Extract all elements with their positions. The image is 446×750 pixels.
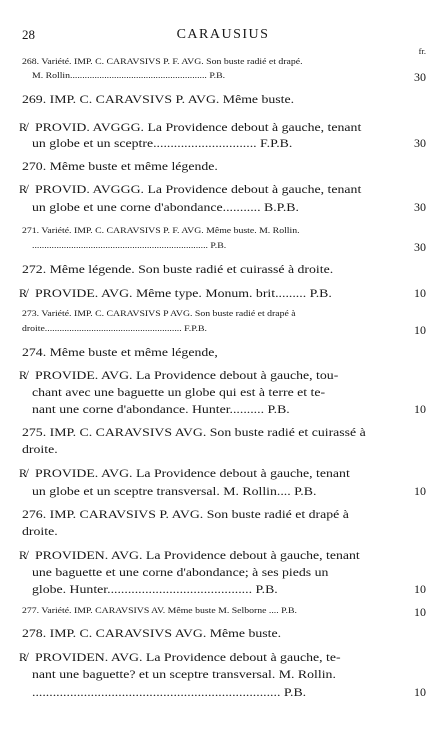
catalog-line bbox=[22, 507, 426, 523]
line-text: PROVID. AVGGG. La Providence debout à gauche, tenant bbox=[35, 182, 362, 196]
price-value: 30 bbox=[414, 240, 426, 254]
price-value: 30 bbox=[414, 200, 426, 214]
unit-label: fr. bbox=[418, 46, 426, 56]
line-text: droite........................................................ F.P.B. bbox=[22, 323, 207, 333]
price-value: 10 bbox=[414, 286, 426, 300]
line-text: 275. IMP. C. CARAVSIVS AVG. Son buste radié et cuirassé à bbox=[22, 425, 366, 439]
catalog-line bbox=[32, 200, 426, 216]
catalog-line bbox=[19, 650, 419, 666]
line-text: nant une corne d'abondance. Hunter.......... P.B. bbox=[32, 402, 290, 416]
reverse-mark: R̸ bbox=[19, 286, 28, 300]
line-text: ........................................................................ P.B. bbox=[32, 685, 307, 699]
reverse-mark: R̸ bbox=[19, 120, 28, 134]
line-text: 273. Variété. IMP. C. CARAVSIVS P AVG. Son buste radié et drapé à bbox=[22, 308, 296, 318]
line-text: PROVIDE. AVG. La Providence debout à gauche, tou- bbox=[35, 368, 339, 382]
line-text: 272. Même légende. Son buste radié et cuirassé à droite. bbox=[22, 262, 334, 276]
catalog-line bbox=[22, 442, 82, 458]
reverse-mark: R̸ bbox=[19, 182, 28, 196]
line-text: un globe et une corne d'abondance........... B.P.B. bbox=[32, 200, 299, 214]
page-number: 28 bbox=[22, 27, 35, 42]
catalog-line bbox=[19, 548, 418, 564]
line-text: 276. IMP. CARAVSIVS P. AVG. Son buste radié et drapé à bbox=[22, 507, 349, 521]
catalog-line bbox=[32, 565, 417, 581]
price-value: 30 bbox=[414, 136, 426, 150]
line-text: droite. bbox=[22, 524, 58, 538]
catalog-line bbox=[19, 120, 416, 136]
catalog-line bbox=[19, 368, 418, 384]
reverse-mark: R̸ bbox=[19, 368, 28, 382]
line-text: un globe et un sceptre transversal. M. Rollin.... P.B. bbox=[32, 484, 317, 498]
catalog-line bbox=[22, 626, 312, 642]
line-text: 278. IMP. C. CARAVSIVS AVG. Même buste. bbox=[22, 626, 282, 640]
catalog-line bbox=[22, 225, 430, 238]
line-text: 274. Même buste et même légende, bbox=[22, 345, 218, 359]
catalog-line bbox=[22, 524, 82, 540]
catalog-line bbox=[32, 385, 419, 401]
price-value: 10 bbox=[414, 323, 426, 337]
price-value: 10 bbox=[414, 605, 426, 619]
catalog-line bbox=[22, 605, 426, 618]
line-text: M. Rollin........................................................ P.B. bbox=[32, 70, 226, 80]
catalog-line bbox=[32, 136, 426, 152]
catalog-line bbox=[32, 582, 426, 598]
line-text: PROVID. AVGGG. La Providence debout à gauche, tenant bbox=[35, 120, 362, 134]
catalog-line bbox=[19, 466, 418, 482]
line-text: 268. Variété. IMP. C. CARAVSIVS P. F. AVG. Son buste radié et drapé. bbox=[22, 56, 303, 66]
page-title: CARAUSIUS bbox=[176, 27, 270, 42]
catalog-line bbox=[22, 308, 429, 321]
price-value: 10 bbox=[414, 484, 426, 498]
line-text: 271. Variété. IMP. C. CARAVSIVS P. F. AVG. Même buste. M. Rollin. bbox=[22, 225, 300, 235]
catalog-line bbox=[22, 262, 425, 278]
line-text: un globe et un sceptre.............................. F.P.B. bbox=[32, 136, 293, 150]
catalog-line bbox=[32, 240, 426, 253]
catalog-line bbox=[22, 425, 426, 441]
line-text: nant une baguette? et un sceptre transversal. M. Rollin. bbox=[32, 667, 336, 681]
catalog-line bbox=[22, 159, 250, 175]
catalog-line bbox=[19, 182, 420, 198]
line-text: PROVIDEN. AVG. La Providence debout à gauche, te- bbox=[35, 650, 341, 664]
price-value: 10 bbox=[414, 582, 426, 596]
reverse-mark: R̸ bbox=[19, 466, 28, 480]
reverse-mark: R̸ bbox=[19, 548, 28, 562]
line-text: PROVIDE. AVG. La Providence debout à gauche, tenant bbox=[35, 466, 350, 480]
line-text: PROVIDEN. AVG. La Providence debout à gauche, tenant bbox=[35, 548, 360, 562]
line-text: PROVIDE. AVG. Même type. Monum. brit......... P.B. bbox=[35, 286, 332, 300]
price-value: 30 bbox=[414, 70, 426, 84]
catalog-line bbox=[19, 286, 426, 302]
catalog-line bbox=[32, 402, 426, 418]
line-text: 269. IMP. C. CARAVSIVS P. AVG. Même buste. bbox=[22, 92, 295, 106]
catalog-line bbox=[22, 323, 426, 336]
line-text: droite. bbox=[22, 442, 58, 456]
line-text: 270. Même buste et même légende. bbox=[22, 159, 218, 173]
catalog-line bbox=[22, 56, 422, 69]
line-text: chant avec une baguette un globe qui est à terre et te- bbox=[32, 385, 326, 399]
line-text: ........................................................................ P.B. bbox=[32, 240, 227, 250]
line-text: 277. Variété. IMP. CARAVSIVS AV. Même buste M. Selborne .... P.B. bbox=[22, 605, 297, 615]
price-value: 10 bbox=[414, 685, 426, 699]
catalog-line bbox=[32, 484, 426, 500]
catalog-line bbox=[32, 667, 420, 683]
catalog-line bbox=[22, 92, 312, 108]
catalog-line bbox=[32, 70, 426, 83]
catalog-line bbox=[32, 685, 426, 701]
line-text: une baguette et une corne d'abondance; à ses pieds un bbox=[32, 565, 329, 579]
line-text: globe. Hunter.......................................... P.B. bbox=[32, 582, 278, 596]
catalog-line bbox=[22, 345, 248, 361]
price-value: 10 bbox=[414, 402, 426, 416]
page-header bbox=[0, 27, 446, 47]
reverse-mark: R̸ bbox=[19, 650, 28, 664]
